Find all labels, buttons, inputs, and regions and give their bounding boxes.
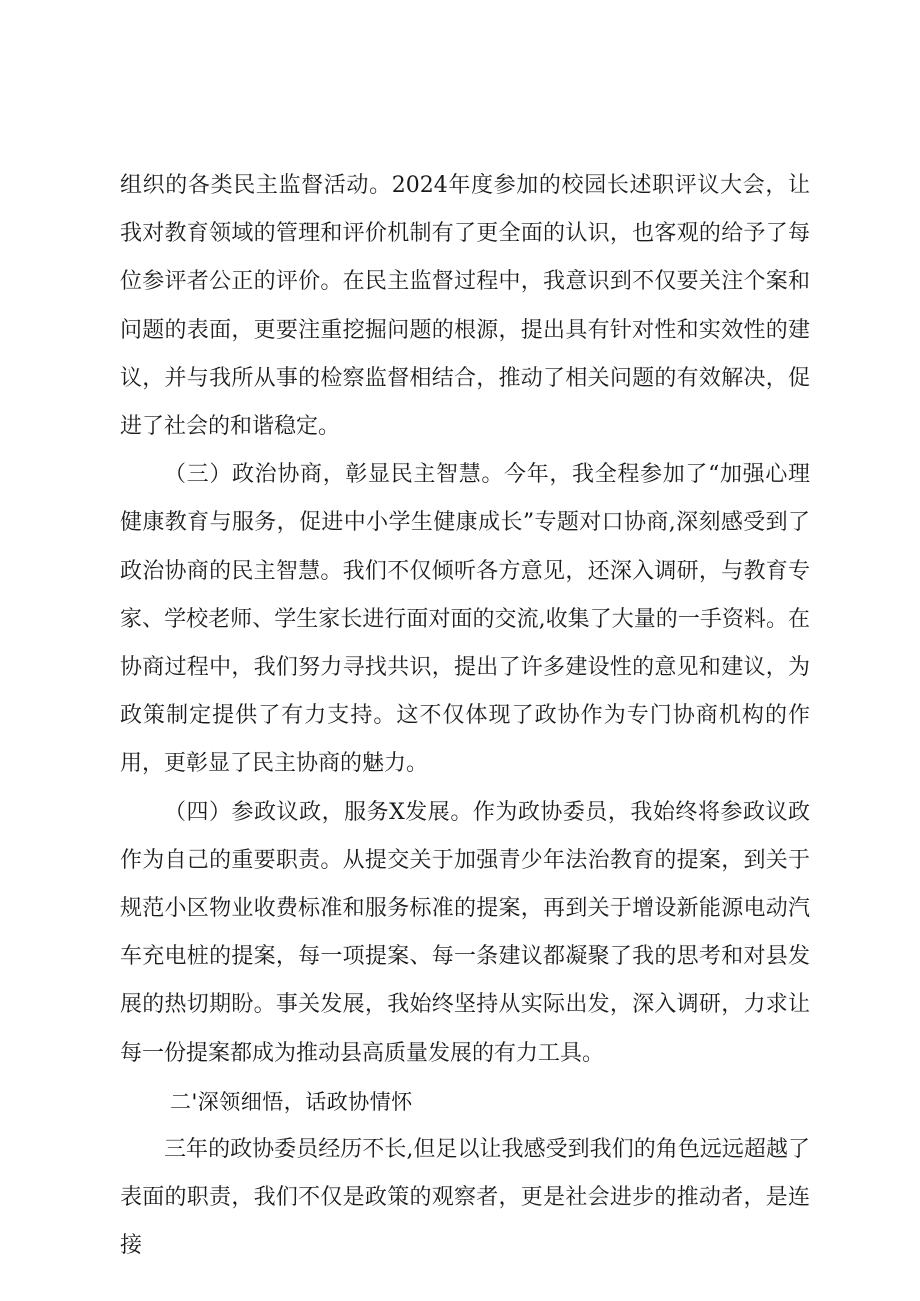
paragraph-democratic-supervision: 组织的各类民主监督活动。2024年度参加的校园长述职评议大会，让我对教育领域的管理和评价机制有了更全面的认识，也客观的给予了每位参评者公正的评价。在民主监督过程中，我意识到不仅要关注个案和问题的表面，更要注重挖掘问题的根源，提出具有针对性和实效性的建议，并与我所从事的检察监督相结合，推动了相关问题的有效解决，促进了社会的和谐稳定。 [120,173,810,440]
paragraph-political-consultation: （三）政治协商，彰显民主智慧。今年，我全程参加了“加强心理健康教育与服务，促进中小学生健康成长”专题对口协商,深刻感受到了政治协商的民主智慧。我们不仅倾听各方意见，还深入调研，与教育专家、学校老师、学生家长进行面对面的交流,收集了大量的一手资料。在协商过程中，我们努力寻找共识，提出了许多建设性的意见和建议，为政策制定提供了有力支持。这不仅体现了政协作为专门协商机构的作用，更彰显了民主协商的魅力。 [120,462,810,777]
section-heading-two: 二'深领细悟，话政协情怀 [170,1089,413,1114]
paragraph-reflection: 三年的政协委员经历不长,但足以让我感受到我们的角色远远超越了表面的职责，我们不仅是政策的观察者，更是社会进步的推动者，是连接 [120,1136,810,1259]
paragraph-participation-in-politics: （四）参政议政，服务X发展。作为政协委员，我始终将参政议政作为自己的重要职责。从提交关于加强青少年法治教育的提案，到关于规范小区物业收费标准和服务标准的提案，再到关于增设新能源电动汽车充电桩的提案，每一项提案、每一条建议都凝聚了我的思考和对县发展的热切期盼。事关发展，我始终坚持从实际出发，深入调研，力求让每一份提案都成为推动县高质量发展的有力工具。 [120,799,810,1066]
document-body [120,162,810,1270]
